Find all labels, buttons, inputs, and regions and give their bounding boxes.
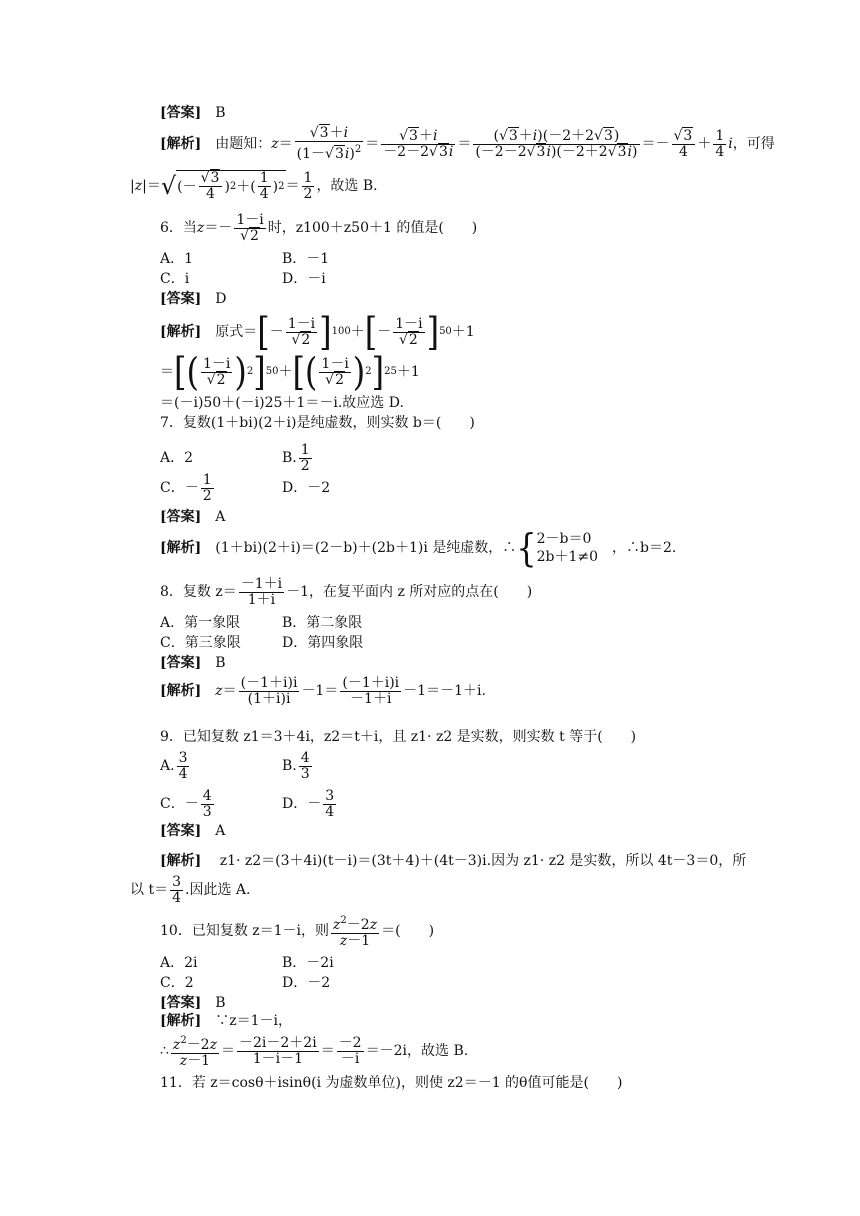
q6-answer-line: [答案] D	[160, 291, 227, 307]
q10-analysis-line-2: ∴ $\frac{z^2-2z}{z-1}$ ＝ $\frac{-2i-2+2i}{1-i-1}$ ＝ $\frac{-2}{-i}$ ＝－2i，故选 B.	[160, 1034, 469, 1069]
q10-answer: B	[215, 995, 226, 1011]
q9-option-d: D．－ $\frac{3}{4}$	[282, 787, 335, 820]
q9-options-row-2	[160, 786, 335, 822]
q10-stem: 10．已知复数 z＝1－i，则 $\frac{z^2-2z}{z-1}$ ＝( )	[160, 915, 435, 949]
q8-stem: 8．复数 z＝ $\frac{-1+i}{1+i}$ －1，在复平面内 z 所对应的点在( )	[160, 575, 533, 608]
q5-answer-line	[160, 104, 226, 122]
q9-analysis-line-2: 以 t＝ $\frac{3}{4}$ .因此选 A.	[130, 873, 251, 906]
q7-answer: A	[215, 509, 226, 525]
q8-options-row-1	[160, 614, 363, 632]
q6-analysis-line-2: ＝ [ ( $\frac{1-i}{√2}$ ) 2 ] 50 ＋ [ ( $\frac{1-i}{√2}$ ) 2 ] 25 ＋1	[160, 349, 420, 395]
q6-option-b: B．－1	[282, 251, 330, 267]
q7-system: 2－b＝0 2b＋1≠0	[536, 531, 599, 565]
q5-fraction-4: $\frac{√3}{4}$	[672, 129, 696, 160]
q10-options-row-1	[160, 954, 334, 972]
q5-analysis-tail: ，可得	[732, 136, 775, 152]
q8-answer-line: [答案] B	[160, 655, 226, 671]
q6-options-row-2	[160, 270, 326, 288]
q10-option-a: A．2i	[160, 955, 198, 971]
q9-option-a: A. $\frac{3}{4}$	[160, 749, 188, 782]
q6-option-c: C．i	[160, 271, 190, 287]
q5-analysis-lead: 由题知：	[215, 136, 272, 152]
q11-stem: 11．若 z＝cosθ＋isinθ(i 为虚数单位)，则使 z2＝－1 的θ值可能是( )	[160, 1075, 623, 1091]
q7-option-b: B. $\frac{1}{2}$	[282, 441, 310, 474]
q10-options-row-2	[160, 974, 331, 992]
q8-option-b: B．第二象限	[282, 615, 363, 631]
q6-stem: 6．当 z ＝－ $\frac{1-i}{√2}$ 时，z100＋z50＋1 的值是( )	[160, 211, 478, 244]
q7-option-a: A．2	[160, 450, 194, 466]
q8-option-c: C．第三象限	[160, 635, 241, 651]
q10-option-b: B．－2i	[282, 955, 334, 971]
q8-analysis-line: [解析] z ＝ $\frac{(-1+i)i}{(1+i)i}$ －1＝ $\frac{(-1+i)i}{-1+i}$ －1＝－1＋i.	[160, 674, 486, 707]
q10-analysis-line-1: [解析] ∵z＝1－i，	[160, 1013, 293, 1029]
q5-modulus-line: | z |＝ √ (－ $\frac{√3}{4}$ ) 2 ＋( $\frac{1}{4}$ ) 2 ＝ $\frac{1}{2}$ ，故选 B.	[130, 169, 378, 202]
q9-analysis-line-1: [解析] z1· z2＝(3＋4i)(t－i)＝(3t＋4)＋(4t－3)i.因为 z1· z2 是实数，所以 4t－3＝0，所	[160, 853, 747, 869]
q9-stem: 9．已知复数 z1＝3＋4i，z2＝t＋i，且 z1· z2 是实数，则实数 t 等于( )	[160, 729, 637, 745]
q6-option-a: A．1	[160, 251, 194, 267]
q8-option-a: A．第一象限	[160, 615, 241, 631]
q7-option-c: C．－ $\frac{1}{2}$	[160, 471, 212, 504]
q7-option-d: D．－2	[282, 480, 331, 496]
q9-answer-line: [答案] A	[160, 823, 226, 839]
q9-option-c: C．－ $\frac{4}{3}$	[160, 787, 212, 820]
q5-fraction-5: $\frac{1}{4}$	[715, 127, 725, 160]
q9-answer: A	[215, 823, 226, 839]
q7-answer-line: [答案] A	[160, 509, 226, 525]
q9-option-b: B. $\frac{4}{3}$	[282, 749, 310, 782]
q10-option-c: C．2	[160, 975, 194, 991]
q8-options-row-2	[160, 634, 364, 652]
q9-options-row-1	[160, 748, 310, 784]
q5-analysis-line: [解析] 由题知： z ＝ $\frac{√3+i}{(1-√3i)^2}$ ＝ $\frac{√3+i}{-2-2√3i}$ ＝ $\frac{(√3+i)(-2+2√3)}{(-2-2√3i)(-2+2√3i)}$ ＝－ $\frac{√3}{4}$ ＋ $\frac{1}{4}$ i ，可得	[160, 125, 775, 162]
q8-option-d: D．第四象限	[282, 635, 364, 651]
q6-option-d: D．－i	[282, 271, 326, 287]
q5-modulus-tail: ，故选 B.	[316, 178, 378, 194]
q6-options-row-1	[160, 250, 330, 268]
q8-answer: B	[215, 655, 226, 671]
q6-analysis-line-3: ＝(－i)50＋(－i)25＋1＝－i.故应选 D.	[160, 395, 404, 411]
q6-analysis-line-1: [解析] 原式＝ [ － $\frac{1-i}{√2}$ ] 100 ＋ [ － $\frac{1-i}{√2}$ ] 50 ＋1	[160, 309, 475, 355]
q6-answer: D	[215, 291, 227, 307]
q5-answer: B	[215, 105, 226, 121]
q5-fraction-1: $\frac{√3+i}{(1-√3i)^2}$	[296, 125, 362, 162]
answer-tag: [答案]	[160, 105, 202, 121]
q10-option-d: D．－2	[282, 975, 331, 991]
q5-fraction-2: $\frac{√3+i}{-2-2√3i}$	[383, 127, 454, 160]
q6-stem-fraction: $\frac{1-i}{√2}$	[236, 211, 264, 244]
q7-options-row-2	[160, 470, 331, 506]
q5-fraction-3: $\frac{(√3+i)(-2+2√3)}{(-2-2√3i)(-2+2√3i)}$	[475, 127, 638, 160]
q7-stem: 7．复数(1＋bi)(2＋i)是纯虚数，则实数 b＝( )	[160, 415, 475, 431]
q10-answer-line: [答案] B	[160, 995, 226, 1011]
analysis-tag: [解析]	[160, 136, 202, 152]
q7-analysis-line: [解析] (1＋bi)(2＋i)＝(2－b)＋(2b＋1)i 是纯虚数，∴ { 2－b＝0 2b＋1≠0 ，∴b＝2.	[160, 525, 677, 571]
